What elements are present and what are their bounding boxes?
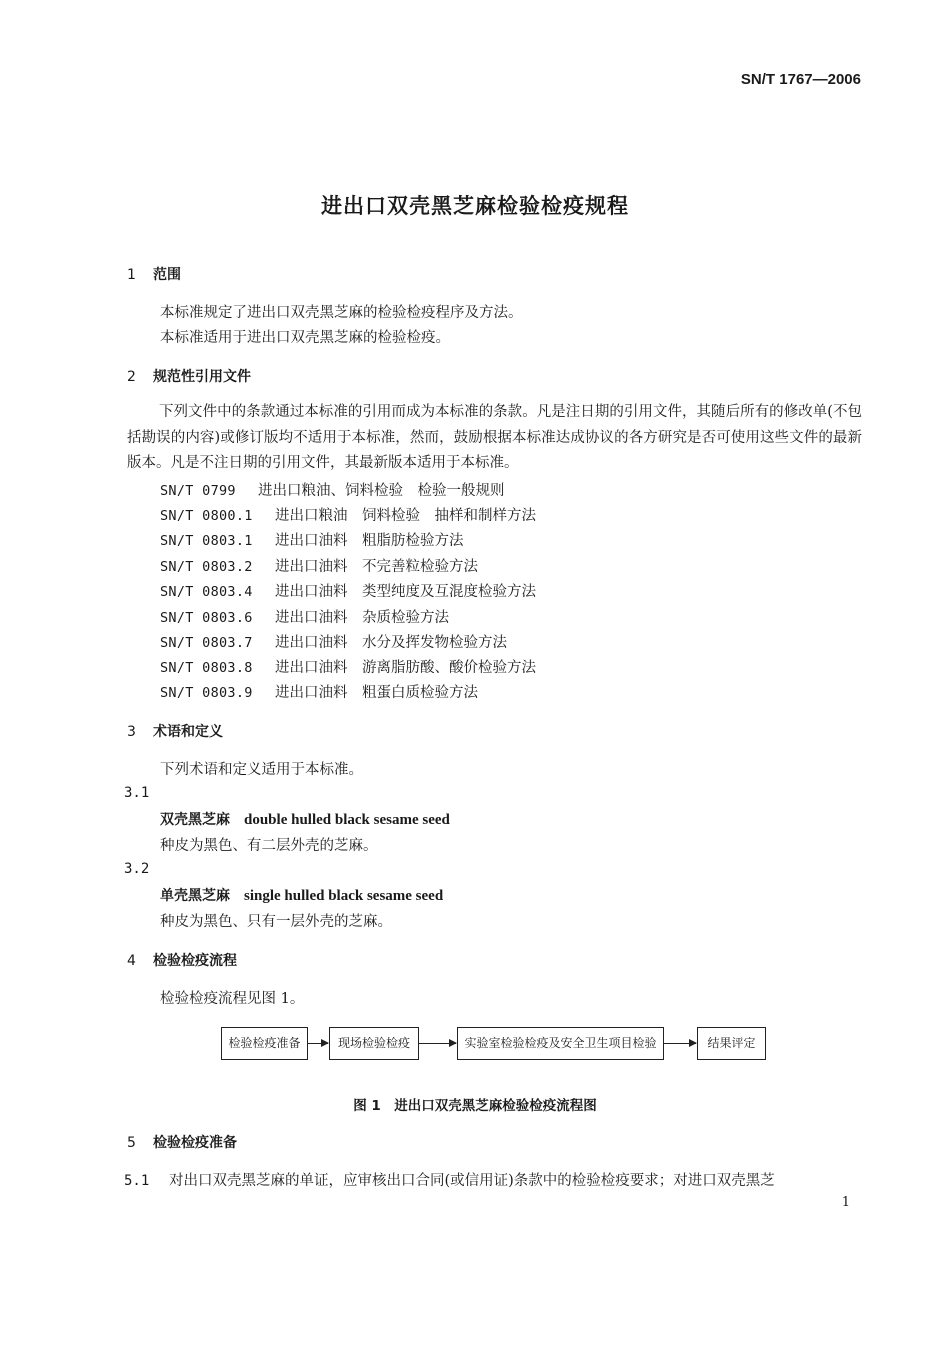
- reference-code: SN/T 0803.8: [160, 660, 253, 676]
- reference-item: [160, 580, 536, 601]
- reference-title: 进出口油料 粗脂肪检验方法: [275, 533, 464, 549]
- document-title: 进出口双壳黑芝麻检验检疫规程: [321, 194, 629, 218]
- section-title: 检验检疫流程: [153, 953, 237, 969]
- section-number: 3: [127, 724, 136, 740]
- term-english: single hulled black sesame seed: [244, 888, 444, 904]
- section-number: 5: [127, 1135, 136, 1151]
- subsection-paragraph: [124, 1169, 775, 1190]
- paragraph: 下列文件中的条款通过本标准的引用而成为本标准的条款。凡是注日期的引用文件，其随后所有的修改单(不包括勘误的内容)或修订版均不适用于本标准，然而，鼓励根据本标准达成协议的各方研究是否可使用这些文件的最新版本。凡是不注日期的引用文件，其最新版本适用于本标准。: [127, 404, 862, 471]
- section-4-heading: [127, 950, 237, 970]
- reference-title: 进出口油料 游离脂肪酸、酸价检验方法: [275, 660, 536, 676]
- term-definition: 种皮为黑色、只有一层外壳的芝麻。: [160, 914, 392, 930]
- section-title: 术语和定义: [153, 724, 223, 740]
- term-heading: [160, 809, 450, 829]
- standard-number: SN/T 1767—2006: [740, 71, 861, 88]
- reference-item: [160, 681, 478, 702]
- section-title: 范围: [153, 267, 181, 283]
- term-number: 3.1: [124, 785, 150, 801]
- paragraph: 本标准适用于进出口双壳黑芝麻的检验检疫。: [160, 330, 450, 346]
- flow-box-laboratory: 实验室检验检疫及安全卫生项目检验: [457, 1027, 664, 1060]
- paragraph: 下列术语和定义适用于本标准。: [160, 762, 363, 778]
- reference-code: SN/T 0799: [160, 483, 236, 499]
- figure-caption: 图 1 进出口双壳黑芝麻检验检疫流程图: [353, 1098, 597, 1114]
- flow-box-preparation: 检验检疫准备: [221, 1027, 308, 1060]
- reference-title: 进出口油料 类型纯度及互混度检验方法: [275, 584, 536, 600]
- section-title: 检验检疫准备: [153, 1135, 237, 1151]
- paragraph: 本标准规定了进出口双壳黑芝麻的检验检疫程序及方法。: [160, 305, 523, 321]
- term-english: double hulled black sesame seed: [244, 812, 450, 828]
- reference-code: SN/T 0803.6: [160, 610, 253, 626]
- section-number: 1: [127, 267, 136, 283]
- reference-item: [160, 555, 478, 576]
- reference-title: 进出口油料 水分及挥发物检验方法: [275, 635, 507, 651]
- reference-code: SN/T 0800.1: [160, 508, 253, 524]
- term-chinese: 双壳黑芝麻: [160, 812, 230, 828]
- section-1-heading: [127, 264, 181, 284]
- reference-item: [160, 631, 507, 652]
- reference-title: 进出口粮油 饲料检验 抽样和制样方法: [275, 508, 536, 524]
- section-number: 4: [127, 953, 136, 969]
- page-number: 1: [841, 1195, 850, 1210]
- subsection-number: 5.1: [124, 1173, 150, 1189]
- flow-arrow: [307, 1043, 328, 1044]
- section-title: 规范性引用文件: [153, 369, 251, 385]
- reference-title: 进出口油料 粗蛋白质检验方法: [275, 685, 478, 701]
- flow-arrow: [418, 1043, 456, 1044]
- reference-title: 进出口油料 不完善粒检验方法: [275, 559, 478, 575]
- term-chinese: 单壳黑芝麻: [160, 888, 230, 904]
- flow-box-onsite: 现场检验检疫: [329, 1027, 419, 1060]
- term-heading: [160, 885, 443, 905]
- term-number: 3.2: [124, 861, 150, 877]
- section-5-heading: [127, 1132, 237, 1152]
- subsection-text: 对出口双壳黑芝麻的单证，应审核出口合同(或信用证)条款中的检验检疫要求；对进口双壳黑芝: [169, 1173, 775, 1189]
- reference-code: SN/T 0803.4: [160, 584, 253, 600]
- reference-code: SN/T 0803.1: [160, 533, 253, 549]
- reference-item: [160, 656, 536, 677]
- reference-item: [160, 479, 505, 500]
- section-3-heading: [127, 721, 223, 741]
- reference-title: 进出口粮油、饲料检验 检验一般规则: [258, 483, 505, 499]
- reference-code: SN/T 0803.9: [160, 685, 253, 701]
- flow-arrow: [663, 1043, 696, 1044]
- reference-code: SN/T 0803.7: [160, 635, 253, 651]
- reference-title: 进出口油料 杂质检验方法: [275, 610, 449, 626]
- term-definition: 种皮为黑色、有二层外壳的芝麻。: [160, 838, 378, 854]
- reference-code: SN/T 0803.2: [160, 559, 253, 575]
- reference-item: [160, 606, 449, 627]
- reference-item: [160, 504, 536, 525]
- section-number: 2: [127, 369, 136, 385]
- reference-item: [160, 529, 464, 550]
- flow-box-evaluation: 结果评定: [697, 1027, 766, 1060]
- section-2-heading: [127, 366, 251, 386]
- paragraph: 检验检疫流程见图 1。: [160, 991, 305, 1007]
